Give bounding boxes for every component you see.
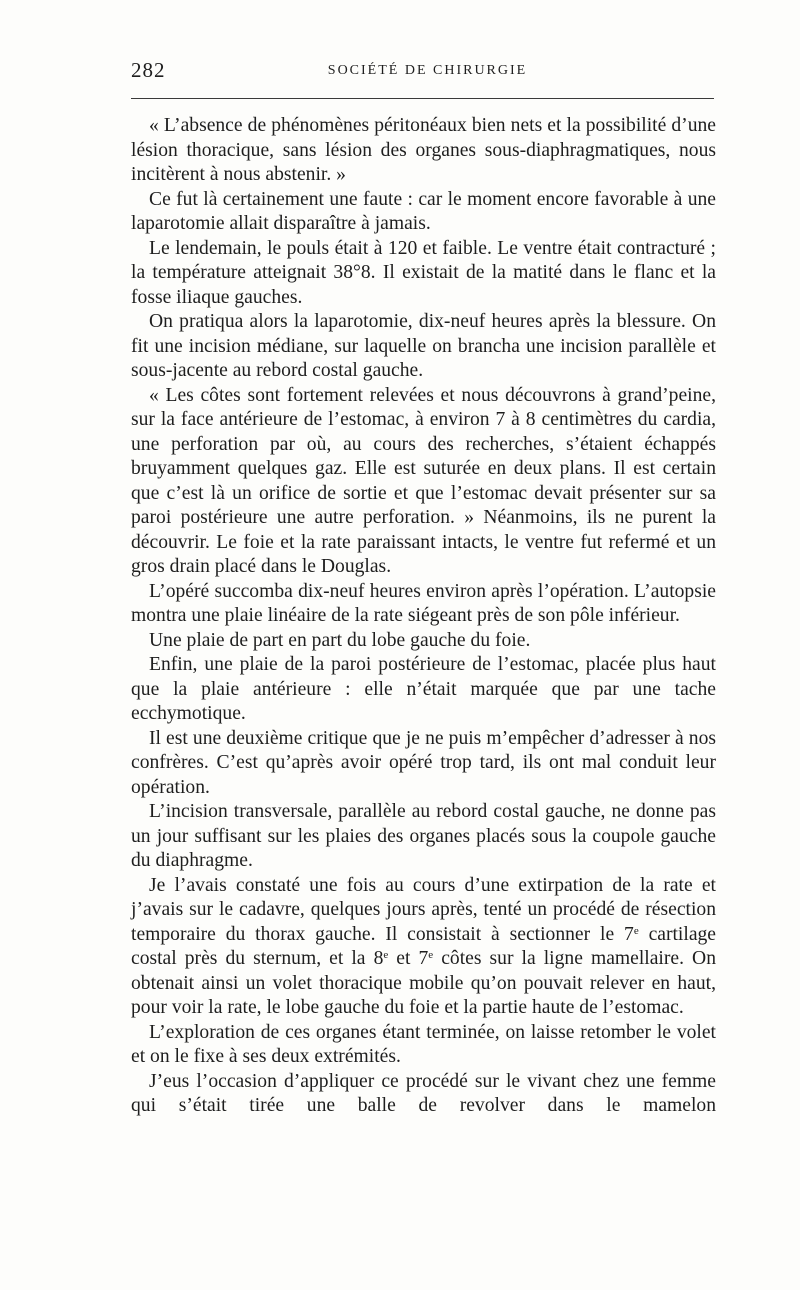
paragraph: Je l’avais constaté une fois au cours d’une extirpation de la rate et j’avais sur le cadavre, quelques jours après, tenté un procédé de résection temporaire du thorax gauche. Il consistait à sectionner le 7e cartilage costal près du sternum, et la 8e et 7e côtes sur la ligne mamellaire. On obtenait ainsi un volet thoracique mobile qu’on pouvait relever en haut, pour voir la rate, le lobe gauche du foie et la partie haute de l’estomac. — [131, 874, 717, 1018]
paragraph: L’incision transversale, parallèle au rebord costal gauche, ne donne pas un jour suffisant sur les plaies des organes placés sous la coupole gauche du diaphragme. — [131, 801, 716, 871]
header-rule — [131, 98, 714, 99]
paragraph: Le lendemain, le pouls était à 120 et faible. Le ventre était contracturé ; la température atteignait 38°8. Il existait de la matité dans le flanc et la fosse iliaque gauches. — [131, 237, 716, 308]
paragraph: « L’absence de phénomènes péritonéaux bien nets et la possibilité d’une lésion thoracique, sans lésion des organes sous-diaphragmatiques, nous incitèrent à nous abstenir. » — [131, 115, 716, 185]
paragraph: J’eus l’occasion d’appliquer ce procédé sur le vivant chez une femme qui s’était tirée une balle de revolver dans le mamelon — [131, 1070, 716, 1116]
body-text — [131, 114, 716, 1119]
page-header — [131, 52, 716, 86]
paragraph: « Les côtes sont fortement relevées et nous découvrons à grand’peine, sur la face antérieure de l’estomac, à environ 7 à 8 centimètres du cardia, une perforation par où, au cours des recherches, s’étaient échappés bruyamment quelques gaz. Elle est suturée en deux plans. Il est certain que c’est là un orifice de sortie et que l’estomac devait présenter sur sa paroi postérieure une autre perforation. » Néanmoins, ils ne purent la découvrir. Le foie et la rate paraissant intacts, le ventre fut refermé et un gros drain placé dans le Douglas. — [131, 384, 716, 577]
paragraph: Il est une deuxième critique que je ne puis m’empêcher d’adresser à nos confrères. C’est qu’après avoir opéré trop tard, ils ont mal conduit leur opération. — [131, 727, 716, 798]
paragraph: Enfin, une plaie de la paroi postérieure de l’estomac, placée plus haut que la plaie antérieure : elle n’était marquée que par une tache ecchymotique. — [131, 654, 716, 724]
paragraph: On pratiqua alors la laparotomie, dix-neuf heures après la blessure. On fit une incision médiane, sur laquelle on brancha une incision parallèle et sous-jacente au rebord costal gauche. — [131, 311, 716, 381]
running-head: SOCIÉTÉ DE CHIRURGIE — [327, 63, 528, 78]
paragraph: L’opéré succomba dix-neuf heures environ après l’opération. L’autopsie montra une plaie linéaire de la rate siégeant près de son pôle inférieur. — [131, 580, 716, 626]
page-number: 282 — [131, 58, 166, 82]
paragraph: L’exploration de ces organes étant terminée, on laisse retomber le volet et on le fixe à ses deux extrémités. — [131, 1021, 716, 1067]
paragraph: Ce fut là certainement une faute : car le moment encore favorable à une laparotomie allait disparaître à jamais. — [131, 188, 716, 234]
paragraph: Une plaie de part en part du lobe gauche du foie. — [149, 629, 531, 651]
